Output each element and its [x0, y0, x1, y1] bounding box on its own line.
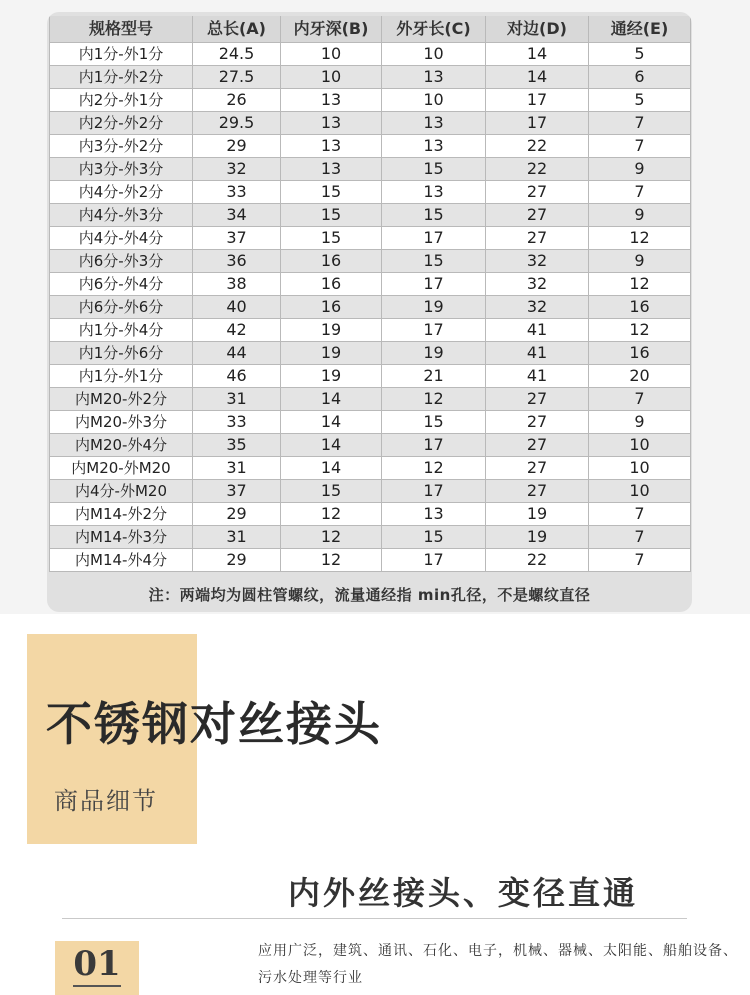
value-cell: 15 [281, 204, 382, 227]
value-cell: 7 [589, 526, 691, 549]
value-cell: 15 [281, 227, 382, 250]
column-header: 总长(A) [193, 16, 281, 43]
value-cell: 27 [486, 204, 589, 227]
value-cell: 41 [486, 342, 589, 365]
value-cell: 27 [486, 227, 589, 250]
model-cell: 内M20-外M20 [50, 457, 193, 480]
value-cell: 29.5 [193, 112, 281, 135]
feature-description: 应用广泛，建筑、通讯、石化、电子，机械、器械、太阳能、船舶设备、污水处理等行业 [258, 943, 738, 986]
table-row [50, 549, 691, 572]
spec-table [49, 16, 691, 572]
value-cell: 15 [281, 181, 382, 204]
table-body [50, 43, 691, 572]
value-cell: 7 [589, 112, 691, 135]
value-cell: 37 [193, 480, 281, 503]
value-cell: 42 [193, 319, 281, 342]
value-cell: 29 [193, 549, 281, 572]
value-cell: 10 [589, 457, 691, 480]
value-cell: 12 [281, 549, 382, 572]
model-cell: 内M20-外4分 [50, 434, 193, 457]
table-row [50, 181, 691, 204]
model-cell: 内1分-外1分 [50, 43, 193, 66]
value-cell: 5 [589, 89, 691, 112]
table-header-row [50, 16, 691, 43]
value-cell: 13 [382, 112, 486, 135]
value-cell: 9 [589, 250, 691, 273]
value-cell: 13 [382, 503, 486, 526]
value-cell: 15 [281, 480, 382, 503]
product-headline: 不锈钢对丝接头 [46, 697, 382, 751]
model-cell: 内6分-外3分 [50, 250, 193, 273]
value-cell: 12 [382, 457, 486, 480]
model-cell: 内3分-外3分 [50, 158, 193, 181]
value-cell: 22 [486, 549, 589, 572]
value-cell: 46 [193, 365, 281, 388]
table-row [50, 457, 691, 480]
value-cell: 15 [382, 158, 486, 181]
column-header: 通经(E) [589, 16, 691, 43]
value-cell: 17 [486, 89, 589, 112]
value-cell: 12 [589, 273, 691, 296]
value-cell: 32 [486, 250, 589, 273]
value-cell: 13 [382, 181, 486, 204]
value-cell: 19 [486, 526, 589, 549]
value-cell: 27 [486, 411, 589, 434]
value-cell: 9 [589, 158, 691, 181]
value-cell: 32 [193, 158, 281, 181]
value-cell: 10 [382, 43, 486, 66]
value-cell: 32 [486, 273, 589, 296]
spec-table-card [47, 12, 692, 612]
value-cell: 19 [382, 296, 486, 319]
value-cell: 6 [589, 66, 691, 89]
table-row [50, 250, 691, 273]
table-row [50, 434, 691, 457]
model-cell: 内1分-外4分 [50, 319, 193, 342]
value-cell: 21 [382, 365, 486, 388]
table-row [50, 411, 691, 434]
value-cell: 17 [382, 273, 486, 296]
feature-number: 01 [73, 944, 121, 984]
value-cell: 13 [281, 135, 382, 158]
model-cell: 内3分-外2分 [50, 135, 193, 158]
value-cell: 17 [382, 227, 486, 250]
value-cell: 17 [382, 480, 486, 503]
value-cell: 13 [382, 135, 486, 158]
value-cell: 7 [589, 388, 691, 411]
value-cell: 15 [382, 526, 486, 549]
value-cell: 7 [589, 503, 691, 526]
model-cell: 内M14-外3分 [50, 526, 193, 549]
value-cell: 10 [281, 66, 382, 89]
value-cell: 12 [382, 388, 486, 411]
model-cell: 内M20-外2分 [50, 388, 193, 411]
value-cell: 27 [486, 434, 589, 457]
table-row [50, 342, 691, 365]
value-cell: 10 [589, 434, 691, 457]
value-cell: 37 [193, 227, 281, 250]
value-cell: 14 [281, 434, 382, 457]
value-cell: 5 [589, 43, 691, 66]
value-cell: 17 [382, 434, 486, 457]
value-cell: 32 [486, 296, 589, 319]
value-cell: 12 [589, 227, 691, 250]
model-cell: 内1分-外2分 [50, 66, 193, 89]
value-cell: 9 [589, 411, 691, 434]
model-cell: 内M14-外4分 [50, 549, 193, 572]
column-header: 规格型号 [50, 16, 193, 43]
value-cell: 41 [486, 319, 589, 342]
column-header: 外牙长(C) [382, 16, 486, 43]
value-cell: 7 [589, 135, 691, 158]
value-cell: 27.5 [193, 66, 281, 89]
table-row [50, 365, 691, 388]
value-cell: 14 [486, 66, 589, 89]
value-cell: 41 [486, 365, 589, 388]
value-cell: 7 [589, 549, 691, 572]
value-cell: 19 [281, 319, 382, 342]
value-cell: 29 [193, 503, 281, 526]
value-cell: 16 [281, 250, 382, 273]
table-row [50, 273, 691, 296]
table-row [50, 503, 691, 526]
value-cell: 15 [382, 250, 486, 273]
value-cell: 17 [486, 112, 589, 135]
value-cell: 13 [281, 158, 382, 181]
model-cell: 内4分-外2分 [50, 181, 193, 204]
value-cell: 36 [193, 250, 281, 273]
model-cell: 内4分-外3分 [50, 204, 193, 227]
value-cell: 27 [486, 457, 589, 480]
value-cell: 16 [589, 296, 691, 319]
value-cell: 17 [382, 549, 486, 572]
section-subtitle: 商品细节 [54, 787, 158, 815]
value-cell: 26 [193, 89, 281, 112]
value-cell: 31 [193, 457, 281, 480]
table-row [50, 319, 691, 342]
value-cell: 13 [281, 89, 382, 112]
value-cell: 10 [589, 480, 691, 503]
value-cell: 20 [589, 365, 691, 388]
divider [62, 918, 687, 919]
table-row [50, 227, 691, 250]
value-cell: 9 [589, 204, 691, 227]
value-cell: 16 [281, 296, 382, 319]
model-cell: 内6分-外6分 [50, 296, 193, 319]
value-cell: 13 [281, 112, 382, 135]
column-header: 对边(D) [486, 16, 589, 43]
value-cell: 27 [486, 181, 589, 204]
model-cell: 内M14-外2分 [50, 503, 193, 526]
number-underline [73, 985, 121, 987]
value-cell: 14 [281, 457, 382, 480]
value-cell: 15 [382, 411, 486, 434]
value-cell: 27 [486, 480, 589, 503]
model-cell: 内4分-外M20 [50, 480, 193, 503]
value-cell: 31 [193, 526, 281, 549]
value-cell: 19 [281, 342, 382, 365]
model-cell: 内M20-外3分 [50, 411, 193, 434]
value-cell: 12 [281, 526, 382, 549]
table-row [50, 480, 691, 503]
value-cell: 19 [486, 503, 589, 526]
table-row [50, 135, 691, 158]
value-cell: 44 [193, 342, 281, 365]
table-row [50, 296, 691, 319]
table-note: 注：两端均为圆柱管螺纹，流量通经指 min孔径，不是螺纹直径 [148, 586, 591, 604]
value-cell: 16 [589, 342, 691, 365]
table-row [50, 112, 691, 135]
value-cell: 16 [281, 273, 382, 296]
table-row [50, 89, 691, 112]
value-cell: 15 [382, 204, 486, 227]
table-row [50, 204, 691, 227]
model-cell: 内6分-外4分 [50, 273, 193, 296]
model-cell: 内4分-外4分 [50, 227, 193, 250]
value-cell: 10 [382, 89, 486, 112]
value-cell: 12 [281, 503, 382, 526]
feature-number-badge [55, 941, 139, 995]
table-row [50, 158, 691, 181]
feature-title: 内外丝接头、变径直通 [288, 874, 639, 912]
model-cell: 内2分-外2分 [50, 112, 193, 135]
column-header: 内牙深(B) [281, 16, 382, 43]
model-cell: 内2分-外1分 [50, 89, 193, 112]
value-cell: 34 [193, 204, 281, 227]
table-row [50, 43, 691, 66]
value-cell: 29 [193, 135, 281, 158]
value-cell: 14 [281, 388, 382, 411]
value-cell: 12 [589, 319, 691, 342]
value-cell: 17 [382, 319, 486, 342]
value-cell: 7 [589, 181, 691, 204]
value-cell: 33 [193, 411, 281, 434]
table-row [50, 526, 691, 549]
value-cell: 31 [193, 388, 281, 411]
value-cell: 10 [281, 43, 382, 66]
value-cell: 19 [281, 365, 382, 388]
value-cell: 14 [486, 43, 589, 66]
value-cell: 35 [193, 434, 281, 457]
value-cell: 27 [486, 388, 589, 411]
value-cell: 38 [193, 273, 281, 296]
value-cell: 22 [486, 158, 589, 181]
model-cell: 内1分-外6分 [50, 342, 193, 365]
table-row [50, 66, 691, 89]
value-cell: 33 [193, 181, 281, 204]
value-cell: 24.5 [193, 43, 281, 66]
value-cell: 19 [382, 342, 486, 365]
value-cell: 14 [281, 411, 382, 434]
value-cell: 40 [193, 296, 281, 319]
value-cell: 13 [382, 66, 486, 89]
value-cell: 22 [486, 135, 589, 158]
table-row [50, 388, 691, 411]
model-cell: 内1分-外1分 [50, 365, 193, 388]
